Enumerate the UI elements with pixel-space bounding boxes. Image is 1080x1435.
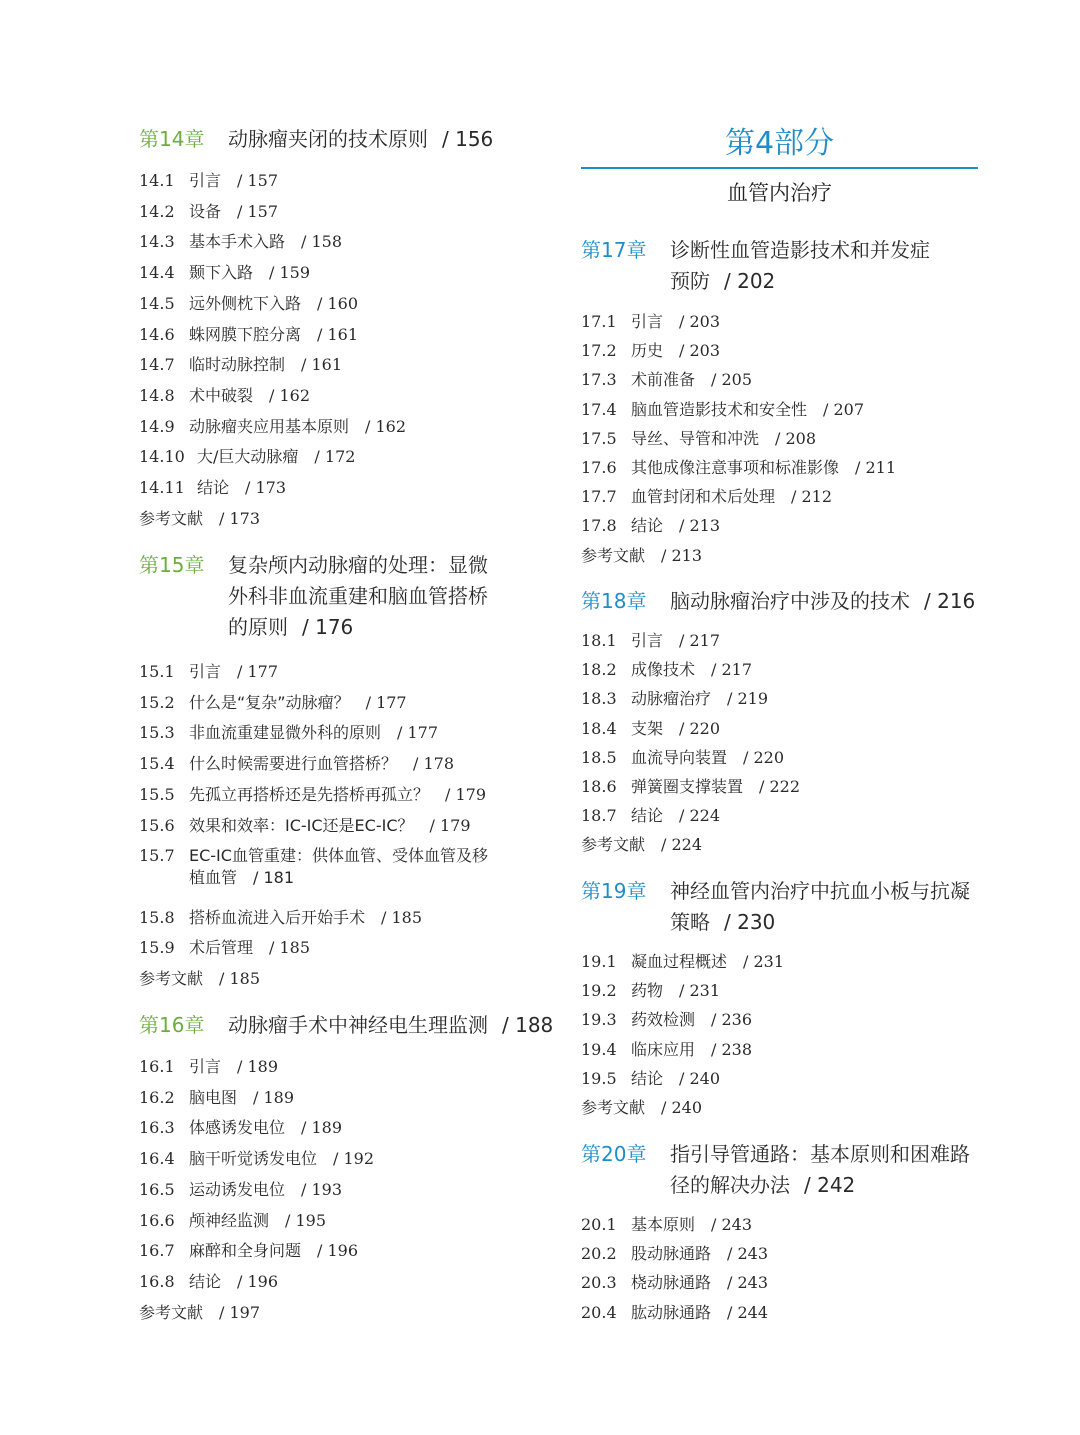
toc-entry[interactable]: [139, 1271, 559, 1293]
entry-page: / 220: [679, 718, 721, 738]
entry-title: 历史: [631, 341, 664, 361]
entry-title: 动脉瘤治疗: [631, 689, 712, 709]
toc-entry[interactable]: [139, 170, 559, 192]
entry-number: 15.2: [139, 692, 175, 712]
references-page: / 224: [661, 835, 703, 855]
toc-entry[interactable]: [581, 1272, 981, 1294]
toc-entry[interactable]: [581, 428, 981, 450]
chapter-title: [670, 876, 981, 938]
toc-entry[interactable]: [139, 1148, 559, 1170]
entry-title: 什么时候需要进行血管搭桥？: [189, 754, 398, 774]
entry-page: / 193: [301, 1179, 343, 1199]
chapter-number: 第20章: [581, 1142, 647, 1166]
entry-page: / 161: [301, 355, 343, 375]
entry-page: / 181: [253, 868, 295, 888]
entry-title: 结论: [631, 1068, 664, 1088]
toc-entry[interactable]: [139, 937, 559, 959]
toc-entry[interactable]: [139, 324, 559, 346]
entry-page: / 195: [285, 1210, 327, 1230]
chapter-heading[interactable]: [581, 235, 981, 297]
entry-number: 20.3: [581, 1273, 617, 1293]
entry-number: 14.5: [139, 293, 175, 313]
entry-page: / 240: [679, 1068, 721, 1088]
entry-title: 引言: [631, 631, 664, 650]
toc-entry[interactable]: [139, 661, 559, 683]
entry-number: 14.11: [139, 478, 185, 497]
references-page: / 173: [219, 508, 261, 528]
entry-page: / 243: [711, 1215, 753, 1234]
toc-entry[interactable]: [581, 399, 981, 421]
entry-page: / 203: [679, 312, 721, 331]
toc-entry[interactable]: [139, 446, 559, 468]
toc-entry[interactable]: [581, 369, 981, 391]
toc-entry[interactable]: [581, 1302, 981, 1324]
entry-page: / 243: [727, 1244, 769, 1264]
toc-entry[interactable]: [581, 659, 981, 681]
chapter-heading[interactable]: [581, 1139, 981, 1201]
entry-number: 16.8: [139, 1271, 175, 1291]
toc-entry[interactable]: [581, 1009, 981, 1031]
entry-page: / 205: [711, 370, 753, 390]
entry-page: / 161: [317, 324, 359, 344]
chapter-page: / 230: [724, 910, 776, 934]
references-title: 参考文献: [581, 1098, 646, 1117]
entry-number: 20.2: [581, 1244, 617, 1264]
toc-entry[interactable]: [581, 747, 981, 769]
entry-title: 大/巨大动脉瘤: [197, 447, 299, 467]
entry-title: 血流导向装置: [631, 747, 728, 767]
entry-title: 颞下入路: [189, 263, 254, 283]
chapter-number: 第14章: [139, 127, 205, 151]
entry-page: / 213: [679, 516, 721, 536]
entry-number: 19.1: [581, 952, 617, 971]
entry-number: 20.4: [581, 1302, 617, 1322]
entry-title: 结论: [631, 806, 664, 826]
entry-number: 18.7: [581, 806, 617, 826]
chapter-title: [228, 124, 559, 155]
entry-number: 18.2: [581, 660, 617, 680]
entry-title: 血管封闭和术后处理: [631, 487, 776, 507]
toc-entry[interactable]: [581, 688, 981, 710]
entry-number: 14.8: [139, 385, 175, 405]
references-title: 参考文献: [581, 545, 646, 565]
toc-entry[interactable]: [581, 776, 981, 798]
entry-number: 19.5: [581, 1068, 617, 1088]
entry-title: 动脉瘤夹应用基本原则: [189, 416, 350, 436]
references-entry[interactable]: [581, 834, 981, 856]
entry-title: 麻醉和全身问题: [189, 1241, 302, 1261]
entry-number: 14.6: [139, 324, 175, 344]
entry-number: 19.3: [581, 1010, 617, 1030]
entry-number: 19.2: [581, 981, 617, 1001]
entry-page: / 238: [711, 1039, 753, 1059]
chapter-title-line: 的原则 / 176: [228, 615, 354, 639]
entry-title: 颅神经监测: [189, 1210, 270, 1230]
entry-title: 引言: [189, 662, 222, 681]
entry-number: 17.5: [581, 428, 617, 448]
entry-title: 临时动脉控制: [189, 355, 286, 375]
entry-number: 18.4: [581, 718, 617, 738]
entry-number: 16.5: [139, 1179, 175, 1199]
toc-entry[interactable]: [139, 1117, 559, 1139]
entry-title: 基本手术入路: [189, 232, 286, 252]
entry-number: 14.7: [139, 355, 175, 375]
entry-page: / 192: [333, 1149, 375, 1169]
entry-number: 17.2: [581, 341, 617, 361]
entry-title: 凝血过程概述: [631, 952, 728, 971]
entry-number: 14.1: [139, 171, 175, 190]
references-title: 参考文献: [139, 969, 204, 988]
entry-page: / 207: [823, 399, 865, 419]
entry-page: / 177: [237, 662, 279, 681]
entry-number: 15.6: [139, 815, 175, 835]
references-entry[interactable]: [139, 508, 559, 530]
entry-page: / 157: [237, 201, 279, 221]
entry-number: 16.4: [139, 1149, 175, 1169]
entry-page: / 217: [711, 660, 753, 680]
references-entry[interactable]: [139, 1302, 559, 1324]
entry-title: 引言: [189, 171, 222, 190]
entry-page: / 231: [743, 952, 785, 971]
toc-entry[interactable]: [139, 815, 559, 837]
entry-title: 运动诱发电位: [189, 1179, 286, 1199]
entry-title: 临床应用: [631, 1039, 696, 1059]
chapter-page: / 202: [724, 269, 776, 293]
toc-entry[interactable]: [139, 1056, 559, 1078]
entry-page: / 217: [679, 631, 721, 650]
chapter-page: / 242: [804, 1173, 856, 1197]
chapter-page: / 156: [442, 127, 494, 151]
chapter-title: [670, 586, 981, 617]
entry-page: / 196: [317, 1241, 359, 1261]
toc-entry[interactable]: [581, 1068, 981, 1090]
entry-number: 14.2: [139, 201, 175, 221]
entry-page: / 189: [253, 1087, 295, 1107]
toc-entry[interactable]: [139, 722, 559, 744]
references-entry[interactable]: [139, 968, 559, 990]
entry-page: / 189: [237, 1057, 279, 1076]
toc-entry[interactable]: [581, 311, 981, 333]
toc-entry[interactable]: [581, 805, 981, 827]
entry-number: 16.2: [139, 1087, 175, 1107]
entry-number: 14.10: [139, 447, 185, 467]
entry-number: 15.4: [139, 754, 175, 774]
toc-entry[interactable]: [139, 231, 559, 253]
toc-entry[interactable]: [139, 1179, 559, 1201]
entry-title: 脑电图: [189, 1087, 238, 1107]
entry-title: 远外侧枕下入路: [189, 293, 302, 313]
chapter-page: / 176: [302, 615, 354, 639]
entry-number: 15.3: [139, 723, 175, 743]
toc-entry[interactable]: [139, 907, 559, 929]
toc-entry[interactable]: [139, 753, 559, 775]
entry-page: / 244: [727, 1302, 769, 1322]
chapter-title-line: 复杂颅内动脉瘤的处理：显微: [228, 553, 488, 577]
entry-number: 18.6: [581, 777, 617, 796]
entry-page: / 222: [759, 777, 801, 796]
entry-title: 支架: [631, 718, 664, 738]
chapter-number: 第19章: [581, 879, 647, 903]
entry-number: 17.8: [581, 516, 617, 536]
entry-page: / 179: [429, 815, 471, 835]
chapter-heading[interactable]: [581, 876, 981, 938]
part-divider: [581, 167, 978, 169]
entry-title: 弹簧圈支撑装置: [631, 777, 744, 796]
chapter-title: [228, 550, 559, 643]
toc-entry[interactable]: [581, 1243, 981, 1265]
entry-number: 17.3: [581, 370, 617, 390]
entry-page: / 219: [727, 689, 769, 709]
entry-title: 其他成像注意事项和标准影像: [631, 458, 840, 477]
entry-number: 18.3: [581, 689, 617, 709]
toc-entry[interactable]: [581, 486, 981, 508]
entry-title: 股动脉通路: [631, 1244, 712, 1264]
entry-number: 15.7: [139, 846, 175, 866]
entry-number: 18.1: [581, 631, 617, 650]
chapter-title-line: 径的解决办法 / 242: [670, 1173, 856, 1197]
entry-title: 先孤立再搭桥还是先搭桥再孤立？: [189, 784, 430, 804]
references-title: 参考文献: [139, 508, 204, 528]
toc-entry[interactable]: [139, 354, 559, 376]
entry-page: / 211: [855, 458, 897, 477]
toc-entry[interactable]: [139, 477, 559, 499]
entry-number: 14.9: [139, 416, 175, 436]
chapter-title-line: 预防 / 202: [670, 269, 776, 293]
entry-title: 非血流重建显微外科的原则: [189, 723, 382, 743]
chapter-title-line: 外科非血流重建和脑血管搭桥: [228, 584, 488, 608]
entry-page: / 179: [445, 784, 487, 804]
entry-number: 17.1: [581, 312, 617, 331]
part-heading: 第4部分: [724, 126, 835, 161]
chapter-number: 第17章: [581, 238, 647, 262]
entry-page: / 177: [365, 692, 407, 712]
references-entry[interactable]: [581, 545, 981, 567]
entry-title: 药效检测: [631, 1010, 696, 1030]
toc-entry[interactable]: [139, 784, 559, 806]
chapter-title: [670, 235, 981, 297]
references-title: 参考文献: [581, 835, 646, 855]
chapter-number: 第16章: [139, 1013, 205, 1037]
chapter-title-line: 脑动脉瘤治疗中涉及的技术 / 216: [670, 589, 976, 613]
references-page: / 185: [219, 969, 261, 988]
toc-entry[interactable]: [581, 1214, 981, 1236]
chapter-heading[interactable]: [139, 1010, 559, 1041]
toc-entry[interactable]: [139, 845, 559, 889]
entry-page: / 159: [269, 263, 311, 283]
toc-entry[interactable]: [139, 262, 559, 284]
entry-title: 肱动脉通路: [631, 1302, 712, 1322]
entry-number: 17.4: [581, 399, 617, 419]
entry-title: 基本原则: [631, 1215, 696, 1234]
toc-entry[interactable]: [139, 416, 559, 438]
entry-title: 蛛网膜下腔分离: [189, 324, 302, 344]
entry-title: 结论: [189, 1271, 222, 1291]
entry-title: 术中破裂: [189, 385, 254, 405]
entry-page: / 220: [743, 747, 785, 767]
entry-number: 16.7: [139, 1241, 175, 1261]
entry-page: / 203: [679, 341, 721, 361]
chapter-heading[interactable]: [139, 124, 559, 155]
entry-title: 什么是“复杂”动脉瘤？: [189, 692, 350, 712]
chapter-title-line: 策略 / 230: [670, 910, 776, 934]
entry-page: / 231: [679, 981, 721, 1001]
entry-page: / 172: [314, 447, 356, 467]
chapter-title-line: 诊断性血管造影技术和并发症: [670, 238, 930, 262]
toc-entry[interactable]: [581, 980, 981, 1002]
entry-page: / 236: [711, 1010, 753, 1030]
entry-title: 桡动脉通路: [631, 1273, 712, 1293]
part-subtitle: 血管内治疗: [727, 181, 832, 205]
toc-entry[interactable]: [139, 1240, 559, 1262]
entry-title: EC-IC血管重建：供体血管、受体血管及移: [189, 846, 488, 866]
entry-number: 16.1: [139, 1057, 175, 1076]
entry-title: 术前准备: [631, 370, 696, 390]
entry-page: / 173: [245, 478, 287, 497]
entry-title: 导丝、导管和冲洗: [631, 428, 760, 448]
entry-number: 18.5: [581, 747, 617, 767]
entry-number: 15.5: [139, 784, 175, 804]
chapter-page: / 188: [502, 1013, 554, 1037]
entry-page: / 189: [301, 1118, 343, 1138]
entry-title: 效果和效率：IC-IC还是EC-IC？: [189, 815, 414, 835]
entry-number: 15.1: [139, 662, 175, 681]
chapter-heading[interactable]: [581, 586, 981, 617]
entry-title: 体感诱发电位: [189, 1118, 286, 1138]
toc-entry[interactable]: [581, 457, 981, 479]
entry-title: 脑干听觉诱发电位: [189, 1149, 318, 1169]
entry-page: / 212: [791, 487, 833, 507]
entry-title: 搭桥血流进入后开始手术: [189, 907, 366, 927]
toc-entry[interactable]: [581, 515, 981, 537]
chapter-title-line: 动脉瘤手术中神经电生理监测 / 188: [228, 1013, 554, 1037]
entry-title: 结论: [631, 516, 664, 536]
chapter-page: / 216: [924, 589, 976, 613]
entry-page: / 178: [413, 754, 455, 774]
toc-entry[interactable]: [581, 340, 981, 362]
toc-entry[interactable]: [581, 1039, 981, 1061]
entry-title: 设备: [189, 201, 222, 221]
chapter-number: 第18章: [581, 589, 647, 613]
entry-page: / 224: [679, 806, 721, 826]
entry-number: 20.1: [581, 1215, 617, 1234]
entry-number: 14.3: [139, 232, 175, 252]
toc-entry[interactable]: [139, 1087, 559, 1109]
entry-page: / 185: [381, 907, 423, 927]
entry-number: 16.3: [139, 1118, 175, 1138]
entry-number: 17.6: [581, 458, 617, 477]
entry-number: 15.8: [139, 907, 175, 927]
entry-title: 结论: [197, 478, 230, 497]
entry-number: 17.7: [581, 487, 617, 507]
chapter-title-line: 指引导管通路：基本原则和困难路: [670, 1142, 970, 1166]
toc-entry[interactable]: [139, 1210, 559, 1232]
toc-entry[interactable]: [139, 692, 559, 714]
chapter-title-line: 动脉瘤夹闭的技术原则 / 156: [228, 127, 494, 151]
references-entry[interactable]: [581, 1097, 981, 1119]
toc-entry[interactable]: [139, 201, 559, 223]
entry-title: 术后管理: [189, 938, 254, 958]
entry-title: 引言: [189, 1057, 222, 1076]
entry-title: 脑血管造影技术和安全性: [631, 399, 808, 419]
entry-page: / 185: [269, 938, 311, 958]
entry-number: 16.6: [139, 1210, 175, 1230]
entry-page: / 177: [397, 723, 439, 743]
references-page: / 213: [661, 545, 703, 565]
references-page: / 240: [661, 1098, 703, 1117]
entry-title: 引言: [631, 312, 664, 331]
chapter-heading[interactable]: [139, 550, 559, 643]
chapter-title-line: 神经血管内治疗中抗血小板与抗凝: [670, 879, 970, 903]
entry-title-continued: 植血管 / 181: [189, 868, 295, 888]
entry-number: 14.4: [139, 263, 175, 283]
entry-page: / 158: [301, 232, 343, 252]
references-page: / 197: [219, 1302, 261, 1322]
entry-title: 成像技术: [631, 660, 696, 680]
entry-page: / 196: [237, 1271, 279, 1291]
references-title: 参考文献: [139, 1302, 204, 1322]
chapter-number: 第15章: [139, 553, 205, 577]
entry-page: / 157: [237, 171, 279, 190]
toc-entry[interactable]: [581, 630, 981, 652]
entry-page: / 243: [727, 1273, 769, 1293]
entry-number: 15.9: [139, 938, 175, 958]
entry-page: / 162: [365, 416, 407, 436]
entry-page: / 208: [775, 428, 817, 448]
chapter-title: [228, 1010, 559, 1041]
entry-title: 药物: [631, 981, 664, 1001]
toc-entry[interactable]: [581, 718, 981, 740]
entry-page: / 162: [269, 385, 311, 405]
chapter-title: [670, 1139, 981, 1201]
toc-entry[interactable]: [139, 293, 559, 315]
toc-entry[interactable]: [581, 951, 981, 973]
entry-page: / 160: [317, 293, 359, 313]
entry-number: 19.4: [581, 1039, 617, 1059]
toc-entry[interactable]: [139, 385, 559, 407]
